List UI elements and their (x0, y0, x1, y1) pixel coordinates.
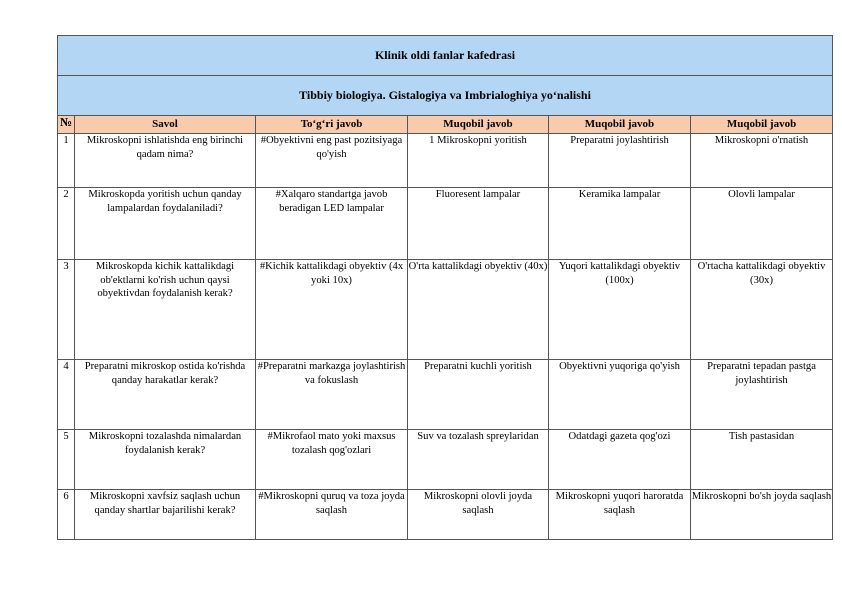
row-number: 1 (58, 134, 75, 188)
header-number: № (58, 116, 75, 134)
alternative-answer-cell: Suv va tozalash spreylaridan (408, 430, 549, 490)
row-number: 4 (58, 360, 75, 430)
alternative-answer-cell: Mikroskopni o'rnatish (691, 134, 833, 188)
alternative-answer-cell: O'rta kattalikdagi obyektiv (40x) (408, 260, 549, 360)
row-number: 2 (58, 188, 75, 260)
row-number: 3 (58, 260, 75, 360)
header-alternative-answer-1: Muqobil javob (408, 116, 549, 134)
table-row (58, 360, 833, 430)
title-row (58, 36, 833, 76)
alternative-answer-cell: Odatdagi gazeta qog'ozi (549, 430, 691, 490)
table-row (58, 134, 833, 188)
question-cell: Mikroskopda yoritish uchun qanday lampalardan foydalaniladi? (75, 188, 256, 260)
table-row (58, 260, 833, 360)
alternative-answer-cell: Mikroskopni bo'sh joyda saqlash (691, 490, 833, 540)
question-cell: Mikroskopda kichik kattalikdagi ob'ektlarni ko'rish uchun qaysi obyektivdan foydalanish kerak? (75, 260, 256, 360)
row-number: 6 (58, 490, 75, 540)
alternative-answer-cell: Tish pastasidan (691, 430, 833, 490)
direction-subtitle: Tibbiy biologiya. Gistalogiya va Imbrialoghiya yo‘nalishi (58, 76, 833, 116)
header-correct-answer: To‘g‘ri javob (256, 116, 408, 134)
row-number: 5 (58, 430, 75, 490)
question-cell: Mikroskopni xavfsiz saqlash uchun qanday shartlar bajarilishi kerak? (75, 490, 256, 540)
header-alternative-answer-3: Muqobil javob (691, 116, 833, 134)
department-title: Klinik oldi fanlar kafedrasi (58, 36, 833, 76)
quiz-table (57, 35, 833, 540)
table-row (58, 490, 833, 540)
question-cell: Preparatni mikroskop ostida ko'rishda qanday harakatlar kerak? (75, 360, 256, 430)
correct-answer-cell: #Mikrofaol mato yoki maxsus tozalash qog'ozlari (256, 430, 408, 490)
alternative-answer-cell: Mikroskopni olovli joyda saqlash (408, 490, 549, 540)
subtitle-row (58, 76, 833, 116)
question-cell: Mikroskopni tozalashda nimalardan foydalanish kerak? (75, 430, 256, 490)
alternative-answer-cell: Mikroskopni yuqori haroratda saqlash (549, 490, 691, 540)
alternative-answer-cell: 1 Mikroskopni yoritish (408, 134, 549, 188)
header-question: Savol (75, 116, 256, 134)
alternative-answer-cell: Obyektivni yuqoriga qo'yish (549, 360, 691, 430)
alternative-answer-cell: Preparatni joylashtirish (549, 134, 691, 188)
correct-answer-cell: #Kichik kattalikdagi obyektiv (4x yoki 10x) (256, 260, 408, 360)
table-row (58, 430, 833, 490)
correct-answer-cell: #Preparatni markazga joylashtirish va fokuslash (256, 360, 408, 430)
header-alternative-answer-2: Muqobil javob (549, 116, 691, 134)
correct-answer-cell: #Mikroskopni quruq va toza joyda saqlash (256, 490, 408, 540)
alternative-answer-cell: Olovli lampalar (691, 188, 833, 260)
alternative-answer-cell: O'rtacha kattalikdagi obyektiv (30x) (691, 260, 833, 360)
correct-answer-cell: #Obyektivni eng past pozitsiyaga qo'yish (256, 134, 408, 188)
correct-answer-cell: #Xalqaro standartga javob beradigan LED lampalar (256, 188, 408, 260)
alternative-answer-cell: Fluoresent lampalar (408, 188, 549, 260)
table-row (58, 188, 833, 260)
alternative-answer-cell: Preparatni tepadan pastga joylashtirish (691, 360, 833, 430)
question-cell: Mikroskopni ishlatishda eng birinchi qadam nima? (75, 134, 256, 188)
header-row (58, 116, 833, 134)
alternative-answer-cell: Keramika lampalar (549, 188, 691, 260)
alternative-answer-cell: Preparatni kuchli yoritish (408, 360, 549, 430)
alternative-answer-cell: Yuqori kattalikdagi obyektiv (100x) (549, 260, 691, 360)
